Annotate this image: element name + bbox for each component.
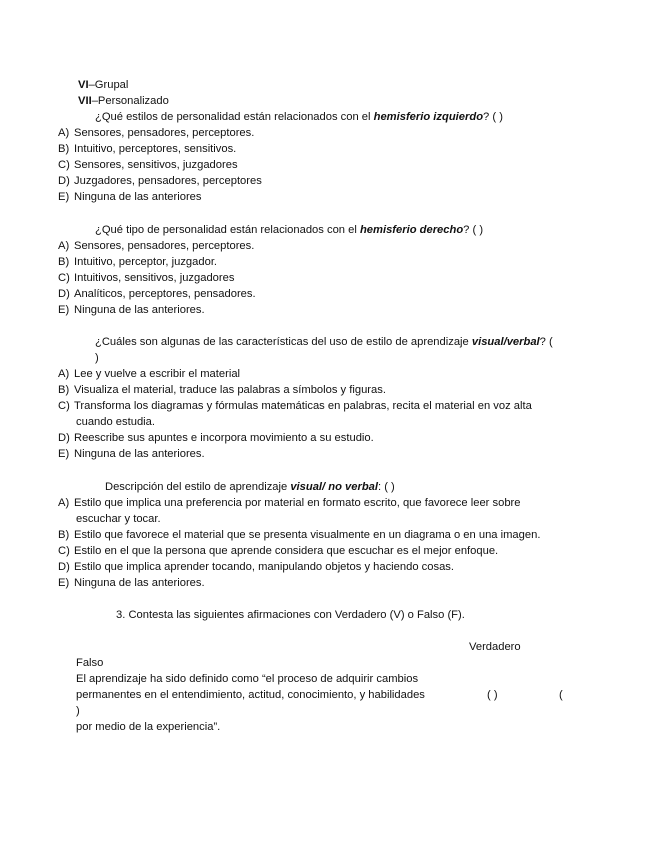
q2-option-d	[58, 287, 256, 301]
q3-option-e	[58, 447, 205, 461]
option-text: Ninguna de las anteriores.	[74, 448, 205, 460]
q4-option-d	[58, 560, 454, 574]
option-text: Reescribe sus apuntes e incorpora movimiento a su estudio.	[74, 432, 374, 444]
option-letter: A)	[58, 240, 70, 252]
option-letter: A)	[58, 127, 70, 139]
q3-option-c-continuation: cuando estudia.	[76, 416, 155, 428]
option-letter: A)	[58, 497, 70, 509]
question-3	[95, 335, 553, 349]
q4-option-a	[58, 496, 520, 510]
column-verdadero: Verdadero	[469, 641, 521, 653]
question-emphasis: hemisferio izquierdo	[373, 111, 484, 123]
option-text: Estilo en el que la persona que aprende considera que escuchar es el mejor enfoque.	[74, 545, 499, 557]
question-text: ¿Qué tipo de personalidad están relacionados con el	[95, 224, 360, 236]
option-text: Transforma los diagramas y fórmulas matemáticas en palabras, recita el material en voz alta	[74, 400, 532, 412]
option-text: Intuitivo, perceptores, sensitivos.	[74, 143, 237, 155]
option-letter: E)	[58, 448, 70, 460]
option-text: Intuitivos, sensitivos, juzgadores	[74, 272, 235, 284]
option-letter: D)	[58, 432, 70, 444]
question-emphasis: visual/verbal	[471, 336, 540, 348]
option-letter: C)	[58, 159, 70, 171]
q1-option-d	[58, 174, 262, 188]
statement-line-3: por medio de la experiencia”.	[76, 721, 221, 733]
q3-option-a	[58, 367, 240, 381]
option-letter: D)	[58, 288, 70, 300]
statement-line-2: permanentes en el entendimiento, actitud, conocimiento, y habilidades	[76, 689, 425, 701]
option-letter: C)	[58, 400, 70, 412]
answer-blank: ? ( )	[483, 111, 503, 123]
column-falso: Falso	[76, 657, 104, 669]
answer-blank: : ( )	[378, 481, 395, 493]
roman-numeral: VI	[78, 79, 89, 91]
option-letter: E)	[58, 191, 70, 203]
option-letter: D)	[58, 561, 70, 573]
option-text: Analíticos, perceptores, pensadores.	[74, 288, 256, 300]
option-text: Estilo que implica una preferencia por material en formato escrito, que favorece leer sobre	[74, 497, 521, 509]
option-text: Sensores, pensadores, perceptores.	[74, 127, 255, 139]
q1-option-c	[58, 158, 238, 172]
option-text: Ninguna de las anteriores	[74, 191, 202, 203]
roman-numeral: VII	[78, 95, 92, 107]
q2-option-e	[58, 303, 205, 317]
option-letter: C)	[58, 272, 70, 284]
option-text: Sensores, sensitivos, juzgadores	[74, 159, 238, 171]
option-text: Juzgadores, pensadores, perceptores	[74, 175, 262, 187]
question-text: ¿Cuáles son algunas de las características del uso de estilo de aprendizaje	[95, 336, 472, 348]
q2-option-a	[58, 239, 254, 253]
roman-text: –Grupal	[88, 79, 129, 91]
falso-blank-close: )	[76, 705, 80, 717]
roman-item-vi	[78, 78, 128, 92]
option-letter: E)	[58, 577, 70, 589]
q3-option-d	[58, 431, 374, 445]
q4-option-e	[58, 576, 205, 590]
option-letter: E)	[58, 304, 70, 316]
q3-option-c	[58, 399, 532, 413]
option-letter: B)	[58, 529, 70, 541]
question-1	[95, 110, 503, 124]
option-letter: D)	[58, 175, 70, 187]
answer-blank: ? (	[539, 336, 553, 348]
question-4	[105, 480, 395, 494]
option-text: Ninguna de las anteriores.	[74, 304, 205, 316]
option-text: Estilo que implica aprender tocando, manipulando objetos y haciendo cosas.	[74, 561, 454, 573]
q1-option-e	[58, 190, 202, 204]
statement-line-1: El aprendizaje ha sido definido como “el proceso de adquirir cambios	[76, 673, 419, 685]
option-text: Lee y vuelve a escribir el material	[74, 368, 241, 380]
q4-option-a-continuation: escuchar y tocar.	[76, 513, 161, 525]
question-emphasis: visual/ no verbal	[290, 481, 378, 493]
q2-option-b	[58, 255, 217, 269]
option-text: Ninguna de las anteriores.	[74, 577, 205, 589]
option-text: Sensores, pensadores, perceptores.	[74, 240, 255, 252]
roman-text: –Personalizado	[91, 95, 169, 107]
q4-option-b	[58, 528, 540, 542]
question-2	[95, 223, 483, 237]
answer-blank: ? ( )	[463, 224, 484, 236]
question-3-continuation: )	[95, 352, 99, 364]
option-letter: A)	[58, 368, 70, 380]
roman-item-vii	[78, 94, 169, 108]
option-letter: B)	[58, 143, 70, 155]
question-text: ¿Qué estilos de personalidad están relacionados con el	[95, 111, 374, 123]
option-letter: C)	[58, 545, 70, 557]
question-emphasis: hemisferio derecho	[359, 224, 464, 236]
q1-option-a	[58, 126, 254, 140]
q4-option-c	[58, 544, 498, 558]
q2-option-c	[58, 271, 234, 285]
question-text: Descripción del estilo de aprendizaje	[105, 481, 291, 493]
option-text: Intuitivo, perceptor, juzgador.	[74, 256, 218, 268]
option-letter: B)	[58, 384, 70, 396]
option-letter: B)	[58, 256, 70, 268]
q3-option-b	[58, 383, 386, 397]
section-3-title: 3. Contesta las siguientes afirmaciones con Verdadero (V) o Falso (F).	[116, 609, 465, 621]
q1-option-b	[58, 142, 236, 156]
option-text: Estilo que favorece el material que se presenta visualmente en un diagrama o en una imagen.	[74, 529, 541, 541]
verdadero-blank: ( )	[487, 689, 498, 701]
option-text: Visualiza el material, traduce las palabras a símbolos y figuras.	[74, 384, 386, 396]
falso-blank-open: (	[559, 689, 563, 701]
